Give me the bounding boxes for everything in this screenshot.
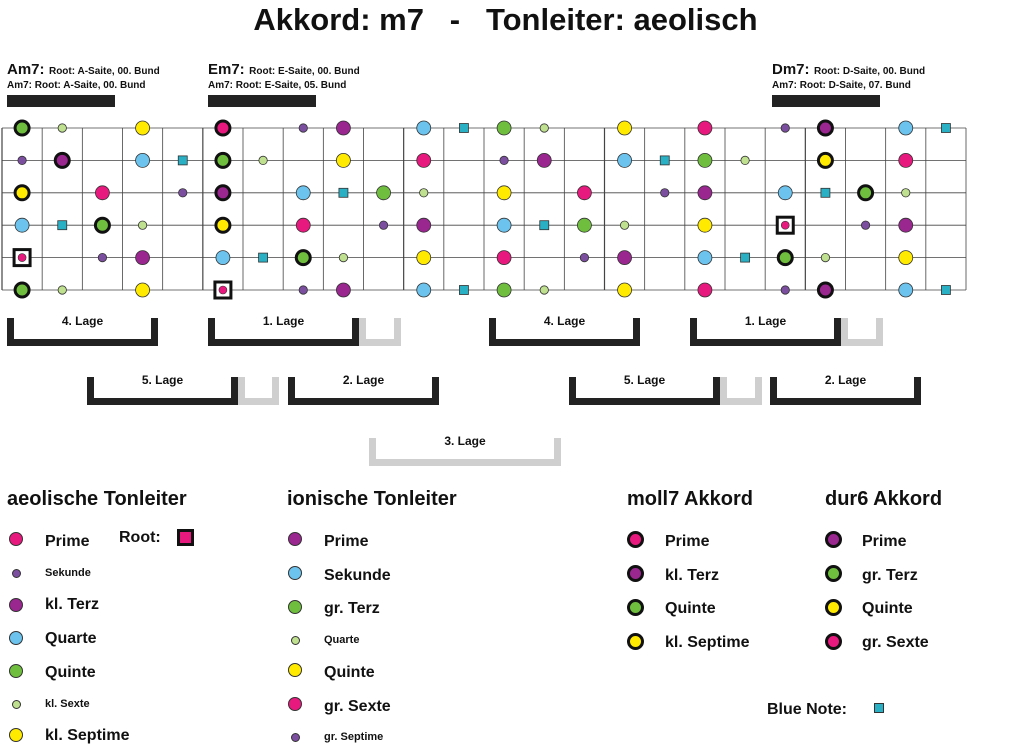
legend-aeolisch-klsexte: kl. Sexte (45, 698, 90, 710)
blue-note-marker (178, 156, 187, 165)
legend-dur6-title: dur6 Akkord (825, 488, 943, 510)
root-note-dot (219, 286, 227, 294)
legend-ionisch-sekunde-dot-icon (288, 566, 302, 580)
scale-note-marker (336, 121, 350, 135)
legend-ionisch-title: ionische Tonleiter (287, 488, 457, 510)
lage-label: 2. Lage (342, 373, 385, 387)
scale-note-marker (138, 221, 146, 229)
legend-klseptime-dot-icon (9, 728, 23, 742)
scale-note-marker (537, 153, 551, 167)
scale-note-marker (618, 153, 632, 167)
header-em7-root: Root: E-Saite, 00. Bund (249, 66, 360, 77)
legend-dur6-prime: Prime (862, 533, 907, 550)
blue-note-marker (540, 221, 549, 230)
scale-note-marker (698, 251, 712, 265)
legend-moll7-klseptime: kl. Septime (665, 634, 750, 651)
scale-note-marker (420, 189, 428, 197)
lage-bracket-2a (288, 373, 439, 405)
root-note-dot (781, 221, 789, 229)
chord-tone-marker (296, 251, 310, 265)
legend-root-square-icon (177, 529, 194, 546)
lage-bracket-5b (569, 373, 720, 405)
blue-note-marker (459, 124, 468, 133)
lage-bracket-1b (690, 314, 841, 346)
scale-note-marker (821, 253, 829, 261)
blue-note-marker (821, 188, 830, 197)
scale-note-marker (899, 121, 913, 135)
blue-note-marker (741, 253, 750, 262)
scale-note-marker (618, 283, 632, 297)
scale-note-marker (861, 221, 869, 229)
chord-tone-marker (216, 186, 230, 200)
legend-aeolisch-prime: Prime (45, 533, 90, 550)
header-am7-line2: Am7: Root: A-Saite, 00. Bund (7, 80, 146, 91)
legend-dur6-grterz-dot-icon (825, 565, 842, 582)
lage-bracket-ghost-c (238, 377, 279, 405)
lage-bracket-2b (770, 373, 921, 405)
scale-note-marker (417, 218, 431, 232)
scale-note-marker (540, 124, 548, 132)
lage-bracket-ghost-a (359, 318, 401, 346)
chord-tone-marker (778, 251, 792, 265)
scale-note-marker (661, 189, 669, 197)
scale-note-marker (136, 121, 150, 135)
header-am7-name: Am7: (7, 61, 45, 78)
scale-note-marker (902, 189, 910, 197)
legend-klsexte-dot-icon (12, 700, 21, 709)
lage-bracket-5a (87, 373, 238, 405)
legend-ionisch-grseptime: gr. Septime (324, 731, 384, 743)
scale-note-marker (339, 253, 347, 261)
scale-note-marker (497, 283, 511, 297)
legend-dur6-prime-dot-icon (825, 531, 842, 548)
scale-note-marker (296, 186, 310, 200)
scale-note-marker (497, 251, 511, 265)
legend-ionisch-quarte-dot-icon (291, 636, 300, 645)
scale-note-marker (136, 251, 150, 265)
scale-note-marker (540, 286, 548, 294)
header-am7-root: Root: A-Saite, 00. Bund (48, 66, 160, 77)
scale-note-marker (299, 124, 307, 132)
legend-ionisch-grsexte: gr. Sexte (324, 698, 391, 715)
blue-note-marker (941, 124, 950, 133)
header-dm7-name: Dm7: (772, 61, 810, 78)
scale-note-marker (58, 286, 66, 294)
scale-note-marker (18, 156, 26, 164)
chord-tone-marker (95, 218, 109, 232)
legend-dur6-grterz: gr. Terz (862, 567, 918, 584)
lage-bracket-4a (7, 314, 158, 346)
legend-ionisch-grsexte-dot-icon (288, 697, 302, 711)
legend-moll7-title: moll7 Akkord (627, 488, 753, 510)
legend-aeolisch-klterz: kl. Terz (45, 596, 99, 613)
chord-tone-marker (818, 153, 832, 167)
lage-bracket-1a (208, 314, 359, 346)
scale-note-marker (698, 153, 712, 167)
scale-note-marker (899, 251, 913, 265)
legend-dur6-grsexte-dot-icon (825, 633, 842, 650)
blue-note-marker (58, 221, 67, 230)
lage-bracket-ghost-d (720, 377, 762, 405)
scale-note-marker (899, 153, 913, 167)
scale-note-marker (379, 221, 387, 229)
chord-tone-marker (859, 186, 873, 200)
scale-note-marker (299, 286, 307, 294)
legend-sekunde-dot-icon (12, 569, 21, 578)
scale-note-marker (500, 156, 508, 164)
scale-note-marker (216, 251, 230, 265)
legend-quarte-dot-icon (9, 631, 23, 645)
scale-note-marker (179, 189, 187, 197)
chord-tone-marker (818, 283, 832, 297)
legend-aeolisch-quarte: Quarte (45, 630, 97, 647)
legend-moll7-klseptime-dot-icon (627, 633, 644, 650)
chord-tone-marker (55, 153, 69, 167)
legend-dur6-quinte-dot-icon (825, 599, 842, 616)
scale-note-marker (336, 283, 350, 297)
legend-moll7-quinte: Quinte (665, 600, 716, 617)
legend-moll7-klterz: kl. Terz (665, 567, 719, 584)
lage-bracket-ghost-b (841, 318, 883, 346)
legend-ionisch-quinte-dot-icon (288, 663, 302, 677)
lage-bracket-3 (369, 434, 561, 466)
chord-tone-marker (15, 121, 29, 135)
legend-moll7-prime-dot-icon (627, 531, 644, 548)
legend-dur6-quinte: Quinte (862, 600, 913, 617)
header-dm7-line2: Am7: Root: D-Saite, 07. Bund (772, 80, 911, 91)
scale-note-marker (741, 156, 749, 164)
scale-note-marker (618, 121, 632, 135)
lage-label: 1. Lage (744, 314, 787, 328)
scale-note-marker (417, 121, 431, 135)
header-dm7-root: Root: D-Saite, 00. Bund (813, 66, 926, 77)
lage-label: 5. Lage (623, 373, 666, 387)
scale-note-marker (698, 121, 712, 135)
scale-note-marker (296, 218, 310, 232)
scale-note-marker (336, 153, 350, 167)
blue-note-marker (941, 286, 950, 295)
lage-label: 3. Lage (444, 434, 486, 448)
legend-root-label: Root: (119, 529, 161, 546)
legend-blue-note-square-icon (874, 703, 884, 713)
blue-note-marker (660, 156, 669, 165)
scale-note-marker (497, 121, 511, 135)
scale-note-marker (15, 218, 29, 232)
legend-ionisch-quinte: Quinte (324, 664, 375, 681)
legend-aeolisch-title: aeolische Tonleiter (7, 488, 187, 510)
scale-note-marker (497, 186, 511, 200)
scale-note-marker (899, 283, 913, 297)
scale-note-marker (98, 253, 106, 261)
legend-klterz-dot-icon (9, 598, 23, 612)
scale-note-marker (577, 186, 591, 200)
legend-ionisch-quarte: Quarte (324, 634, 360, 646)
scale-note-marker (259, 156, 267, 164)
legend-ionisch-grterz-dot-icon (288, 600, 302, 614)
scale-note-marker (136, 153, 150, 167)
scale-note-marker (620, 221, 628, 229)
chord-tone-marker (15, 186, 29, 200)
scale-note-marker (698, 283, 712, 297)
blue-note-marker (259, 253, 268, 262)
root-note-dot (18, 254, 26, 262)
legend-ionisch-prime: Prime (324, 533, 369, 550)
scale-note-marker (58, 124, 66, 132)
scale-note-marker (781, 286, 789, 294)
scale-note-marker (136, 283, 150, 297)
legend-moll7-klterz-dot-icon (627, 565, 644, 582)
scale-note-marker (580, 253, 588, 261)
legend-moll7-quinte-dot-icon (627, 599, 644, 616)
lage-label: 1. Lage (262, 314, 305, 328)
scale-note-marker (618, 251, 632, 265)
page-title: Akkord: m7 - Tonleiter: aeolisch (253, 2, 758, 37)
chord-tone-marker (216, 218, 230, 232)
legend-ionisch-grterz: gr. Terz (324, 600, 380, 617)
blue-note-marker (459, 286, 468, 295)
scale-note-marker (497, 218, 511, 232)
legend-ionisch-grseptime-dot-icon (291, 733, 300, 742)
scale-note-marker (778, 186, 792, 200)
chord-tone-marker (216, 153, 230, 167)
legend-aeolisch-sekunde: Sekunde (45, 567, 91, 579)
legend-aeolisch-klseptime: kl. Septime (45, 727, 130, 744)
chord-tone-marker (818, 121, 832, 135)
legend-blue-note-label: Blue Note: (767, 701, 847, 718)
legend-prime-dot-icon (9, 532, 23, 546)
scale-note-marker (698, 186, 712, 200)
lage-label: 2. Lage (824, 373, 867, 387)
legend-moll7-prime: Prime (665, 533, 710, 550)
legend-ionisch-sekunde: Sekunde (324, 567, 391, 584)
chord-tone-marker (15, 283, 29, 297)
legend-quinte-dot-icon (9, 664, 23, 678)
legend-ionisch-prime-dot-icon (288, 532, 302, 546)
scale-note-marker (577, 218, 591, 232)
scale-note-marker (95, 186, 109, 200)
scale-note-marker (698, 218, 712, 232)
scale-note-marker (417, 251, 431, 265)
header-em7-line2: Am7: Root: E-Saite, 05. Bund (208, 80, 347, 91)
blue-note-marker (339, 188, 348, 197)
scale-note-marker (899, 218, 913, 232)
scale-note-marker (377, 186, 391, 200)
lage-label: 4. Lage (61, 314, 104, 328)
scale-note-marker (417, 283, 431, 297)
scale-note-marker (781, 124, 789, 132)
legend-dur6-grsexte: gr. Sexte (862, 634, 929, 651)
lage-label: 4. Lage (543, 314, 586, 328)
chord-tone-marker (216, 121, 230, 135)
lage-label: 5. Lage (141, 373, 184, 387)
scale-note-marker (417, 153, 431, 167)
lage-bracket-4b (489, 314, 640, 346)
header-em7-name: Em7: (208, 61, 245, 78)
legend-aeolisch-quinte: Quinte (45, 664, 96, 681)
fretboard (0, 0, 1011, 310)
